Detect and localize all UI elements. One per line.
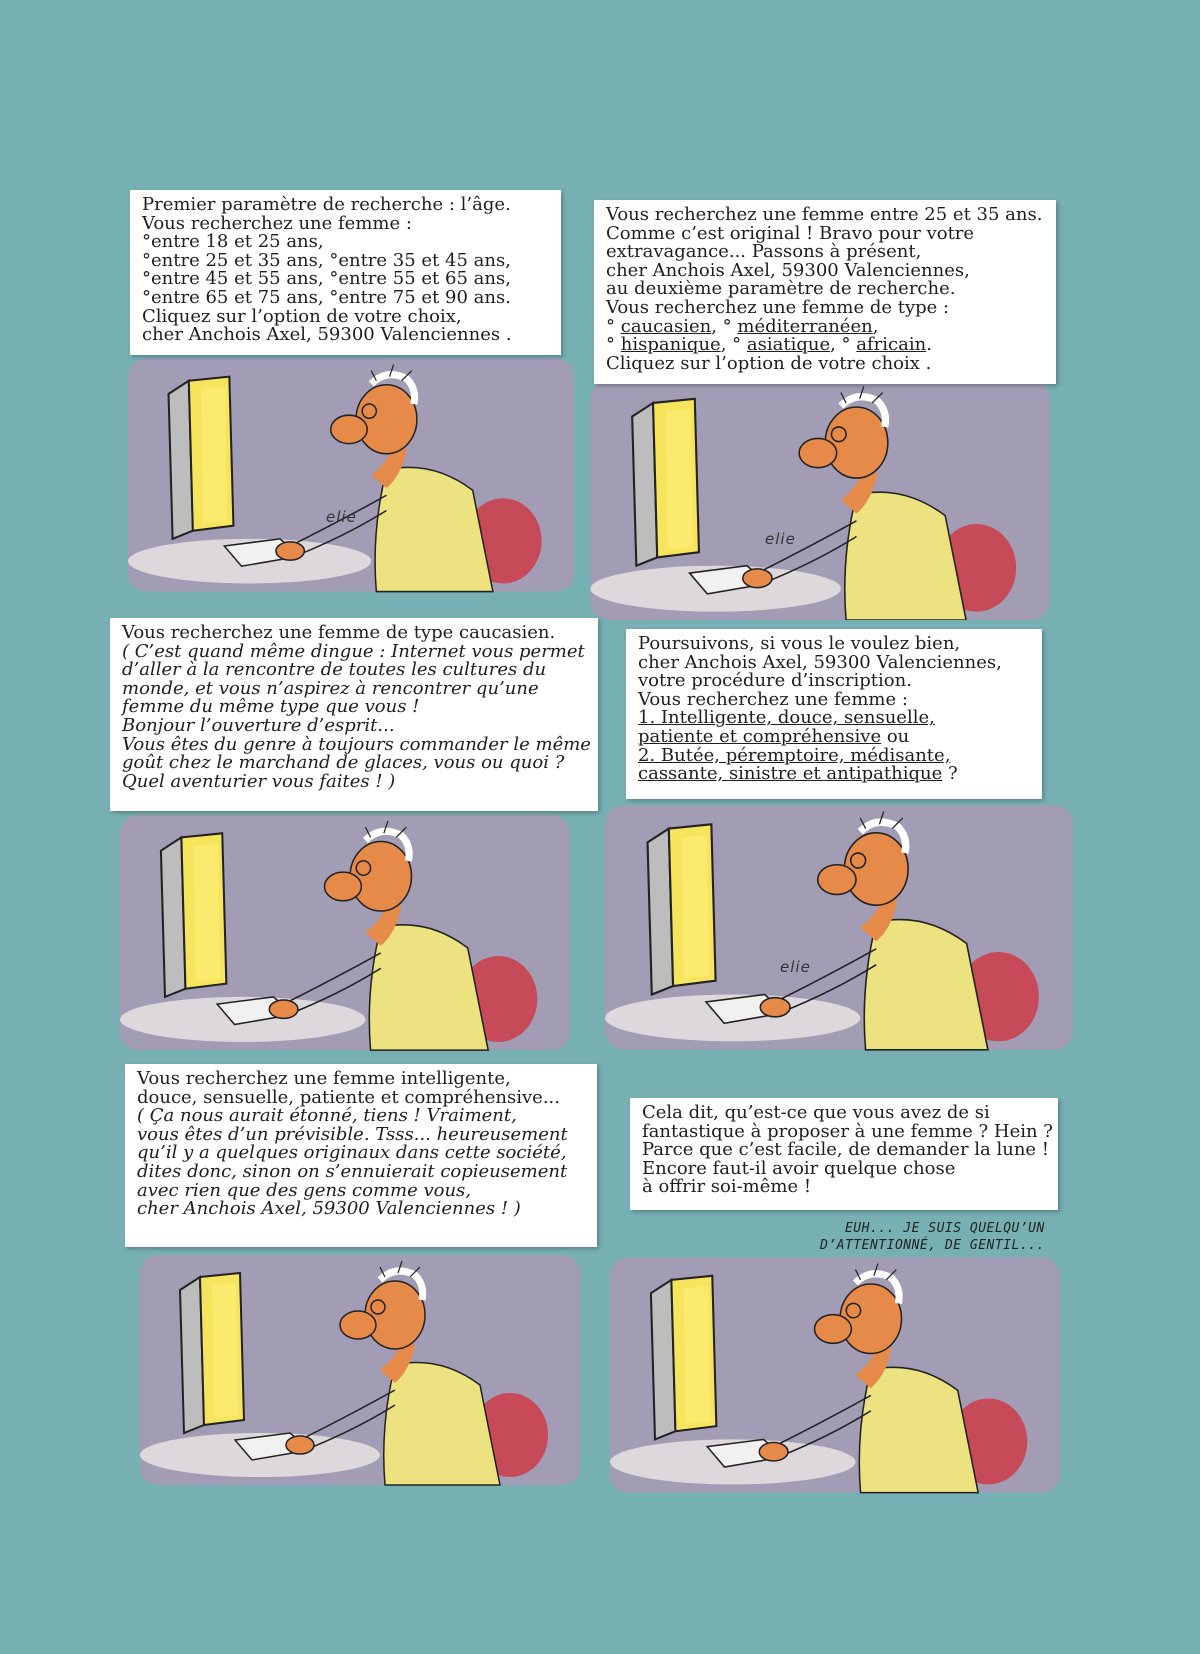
panel-6-caption xyxy=(630,1098,1058,1210)
speech-line: EUH... JE SUIS QUELQU’UN xyxy=(844,1221,1045,1236)
caption-line: Vous recherchez une femme de type : xyxy=(606,296,950,318)
caption-line: cher Anchois Axel, 59300 Valenciennes . xyxy=(142,324,512,346)
separator: , ° xyxy=(711,315,738,337)
man-at-computer-illustration xyxy=(590,380,1050,620)
man-at-computer-illustration xyxy=(120,810,570,1055)
caption-line: qu’il y a quelques originaux dans cette société, xyxy=(137,1142,567,1164)
option-2-text[interactable]: cassante, sinistre et antipathique xyxy=(638,763,943,785)
caption-line: extravagance... Passons à présent, xyxy=(606,241,922,263)
age-option[interactable]: °entre 65 et 75 ans, °entre 75 et 90 ans. xyxy=(142,286,511,308)
caption-line: femme du même type que vous ! xyxy=(122,696,420,718)
caption-line: Vous recherchez une femme : xyxy=(638,688,908,710)
caption-line: vous êtes d’un prévisible. Tsss... heureusement xyxy=(137,1123,568,1145)
or-label: ou xyxy=(881,725,910,747)
caption-line: fantastique à proposer à une femme ? Hein ? xyxy=(642,1120,1053,1142)
man-at-computer-illustration xyxy=(605,800,1073,1055)
type-options-line-2: ° hispanique, ° asiatique, ° africain. xyxy=(606,334,932,356)
option-1-text[interactable]: patiente et compréhensive xyxy=(638,725,882,747)
caption-line: Bonjour l’ouverture d’esprit... xyxy=(122,714,395,736)
caption-line: cher Anchois Axel, 59300 Valenciennes, xyxy=(638,651,1002,673)
caption-line: cher Anchois Axel, 59300 Valenciennes, xyxy=(606,259,970,281)
caption-line: Comme c’est original ! Bravo pour votre xyxy=(606,222,975,244)
caption-line: Cliquez sur l’option de votre choix, xyxy=(142,305,462,327)
caption-line: Vous recherchez une femme : xyxy=(142,212,412,234)
option-asiatique-link[interactable]: asiatique xyxy=(746,334,831,356)
caption-line: Cliquez sur l’option de votre choix . xyxy=(606,352,932,374)
panel-5-caption xyxy=(125,1064,597,1247)
separator: , xyxy=(872,315,879,337)
caption-line: Quel aventurier vous faites ! ) xyxy=(122,770,396,792)
caption-line: Vous êtes du genre à toujours commander le même xyxy=(122,733,591,755)
panel-4-caption xyxy=(626,629,1042,799)
caption-line: Vous recherchez une femme intelligente, xyxy=(137,1068,511,1089)
caption-line: d’aller à la rencontre de toutes les cultures du xyxy=(122,659,547,681)
caption-line: cher Anchois Axel, 59300 Valenciennes ! ) xyxy=(137,1198,521,1220)
question-mark: ? xyxy=(942,763,958,785)
age-option[interactable]: °entre 18 et 25 ans, xyxy=(142,231,324,253)
caption-line: Vous recherchez une femme entre 25 et 35 ans. xyxy=(606,204,1043,225)
caption-line: au deuxième paramètre de recherche. xyxy=(606,278,956,300)
caption-line: monde, et vous n’aspirez à rencontrer qu’une xyxy=(122,677,539,699)
speech-line: D’ATTENTIONNÉ, DE GENTIL... xyxy=(820,1238,1045,1253)
caption-line: ( C’est quand même dingue : Internet vous permet xyxy=(122,640,585,662)
caption-line: dites donc, sinon on s’ennuierait copieusement xyxy=(137,1160,568,1182)
separator: , ° xyxy=(720,334,747,356)
man-at-computer-illustration xyxy=(140,1250,580,1490)
type-options-line-1: ° caucasien, ° méditerranéen, xyxy=(606,315,879,337)
age-option[interactable]: °entre 45 et 55 ans, °entre 55 et 65 ans, xyxy=(142,268,511,290)
caption-line: avec rien que des gens comme vous, xyxy=(137,1179,472,1201)
caption-line: douce, sensuelle, patiente et compréhensive... xyxy=(137,1086,560,1108)
caption-line: ( Ça nous aurait étonné, tiens ! Vraiment, xyxy=(137,1105,517,1127)
caption-line: Vous recherchez une femme de type caucasien. xyxy=(122,622,556,643)
separator: , ° xyxy=(830,334,857,356)
caption-line: votre procédure d’inscription. xyxy=(638,670,912,692)
option-1-text[interactable]: 1. Intelligente, douce, sensuelle, xyxy=(638,707,935,729)
caption-line: Cela dit, qu’est-ce que vous avez de si xyxy=(642,1102,990,1123)
artist-signature: elie xyxy=(765,530,796,548)
option-hispanique-link[interactable]: hispanique xyxy=(620,334,721,356)
artist-signature: elie xyxy=(780,958,811,976)
caption-line: Encore faut-il avoir quelque chose xyxy=(642,1157,956,1179)
age-option[interactable]: °entre 25 et 35 ans, °entre 35 et 45 ans, xyxy=(142,249,511,271)
panel-3-caption xyxy=(110,618,598,811)
caption-line: goût chez le marchand de glaces, vous ou quoi ? xyxy=(122,752,565,774)
artist-signature: elie xyxy=(326,508,357,526)
caption-line: Premier paramètre de recherche : l’âge. xyxy=(142,194,511,215)
caption-line: Poursuivons, si vous le voulez bien, xyxy=(638,633,961,654)
option-2-text[interactable]: 2. Butée, péremptoire, médisante, xyxy=(638,744,951,766)
option-caucasien-link[interactable]: caucasien xyxy=(620,315,712,337)
separator: . xyxy=(926,334,932,356)
caption-line: à offrir soi-même ! xyxy=(642,1176,812,1198)
option-africain-link[interactable]: africain xyxy=(856,334,927,356)
panel-2-caption xyxy=(594,200,1056,384)
option-2-link-line-2[interactable] xyxy=(638,765,1030,784)
panel-1-caption xyxy=(130,190,561,355)
option-mediterraneen-link[interactable]: méditerranéen xyxy=(737,315,873,337)
man-at-computer-illustration xyxy=(610,1255,1060,1495)
caption-line: Parce que c’est facile, de demander la lune ! xyxy=(642,1139,1050,1161)
man-at-computer-illustration xyxy=(128,355,574,595)
speech-text xyxy=(820,1220,1045,1254)
